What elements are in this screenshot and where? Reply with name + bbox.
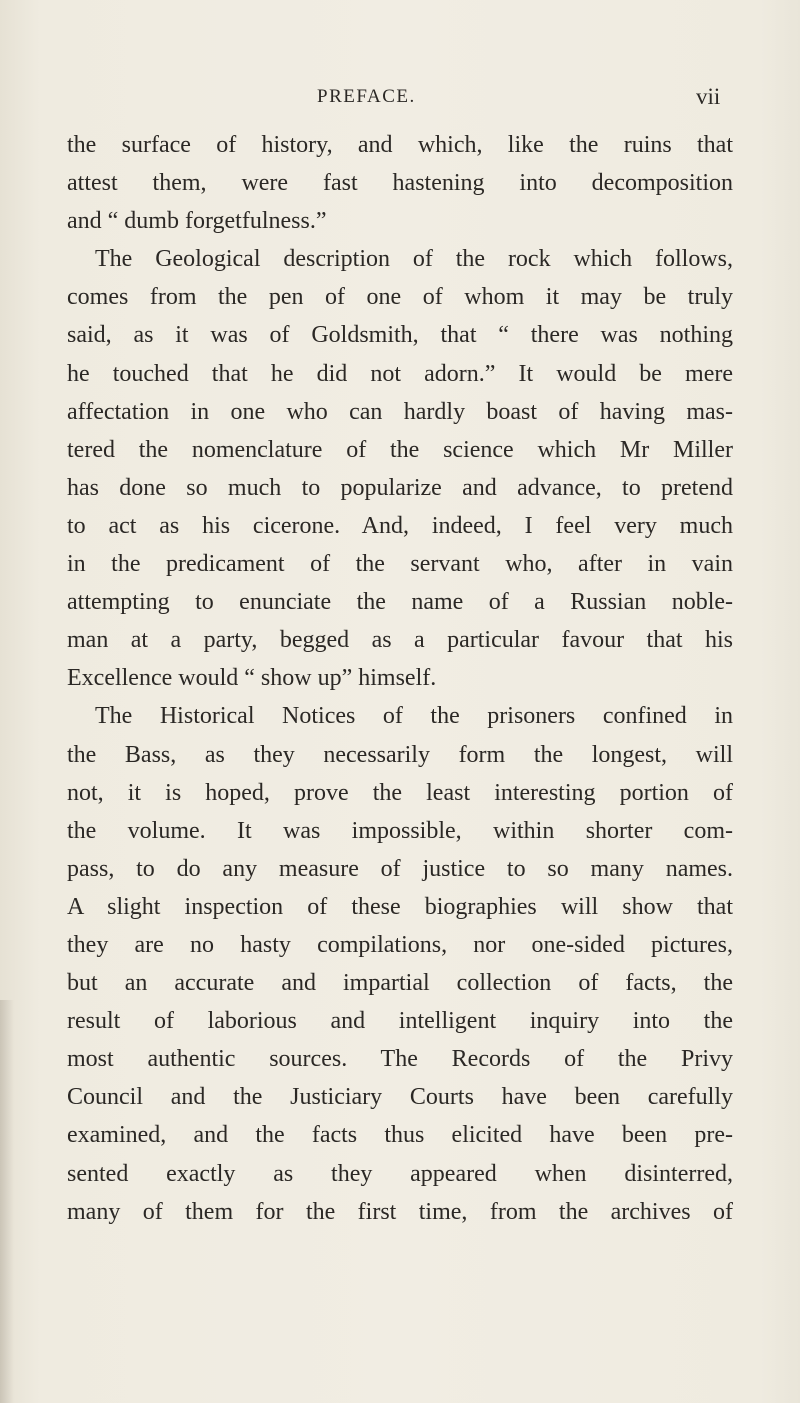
text-line: man at a party, begged as a particular favour that his — [67, 627, 733, 654]
text-line: sented exactly as they appeared when disinterred, — [67, 1160, 733, 1187]
text-line: in the predicament of the servant who, after in vain — [67, 551, 733, 578]
body-text — [67, 126, 733, 1231]
text-line: he touched that he did not adorn.” It would be mere — [67, 360, 733, 387]
text-line: pass, to do any measure of justice to so many names. — [67, 855, 733, 882]
page-number: vii — [696, 84, 721, 109]
text-line: said, as it was of Goldsmith, that “ there was nothing — [67, 322, 733, 349]
text-line: comes from the pen of one of whom it may be truly — [67, 284, 733, 311]
running-head-title: PREFACE. — [317, 86, 416, 107]
text-line: not, it is hoped, prove the least interesting portion of — [67, 779, 733, 806]
text-line: Excellence would “ show up” himself. — [67, 665, 437, 692]
text-line: attest them, were fast hastening into decomposition — [67, 170, 733, 197]
text-line: The Historical Notices of the prisoners confined in — [95, 703, 733, 730]
text-line: has done so much to popularize and advance, to pretend — [67, 474, 733, 501]
text-line: many of them for the first time, from the archives of — [67, 1198, 733, 1225]
gutter-shadow — [0, 1000, 14, 1403]
text-line: A slight inspection of these biographies will show that — [67, 893, 733, 920]
text-line: Council and the Justiciary Courts have been carefully — [67, 1084, 733, 1111]
text-line: the volume. It was impossible, within shorter com- — [67, 817, 733, 844]
text-line: affectation in one who can hardly boast of having mas- — [67, 398, 733, 425]
text-line: the surface of history, and which, like the ruins that — [67, 132, 733, 158]
text-line: but an accurate and impartial collection of facts, the — [67, 970, 733, 997]
text-line: examined, and the facts thus elicited have been pre- — [67, 1122, 733, 1149]
text-line: result of laborious and intelligent inquiry into the — [67, 1008, 733, 1035]
text-line: and “ dumb forgetfulness.” — [67, 208, 327, 235]
text-line: to act as his cicerone. And, indeed, I feel very much — [67, 512, 733, 539]
text-line: The Geological description of the rock which follows, — [95, 246, 733, 273]
text-line: the Bass, as they necessarily form the longest, will — [67, 741, 733, 768]
text-line: tered the nomenclature of the science which Mr Miller — [67, 436, 733, 463]
text-line: attempting to enunciate the name of a Russian noble- — [67, 589, 733, 616]
text-line: most authentic sources. The Records of the Privy — [67, 1046, 733, 1073]
text-line: they are no hasty compilations, nor one-sided pictures, — [67, 931, 733, 958]
running-head — [0, 86, 800, 116]
